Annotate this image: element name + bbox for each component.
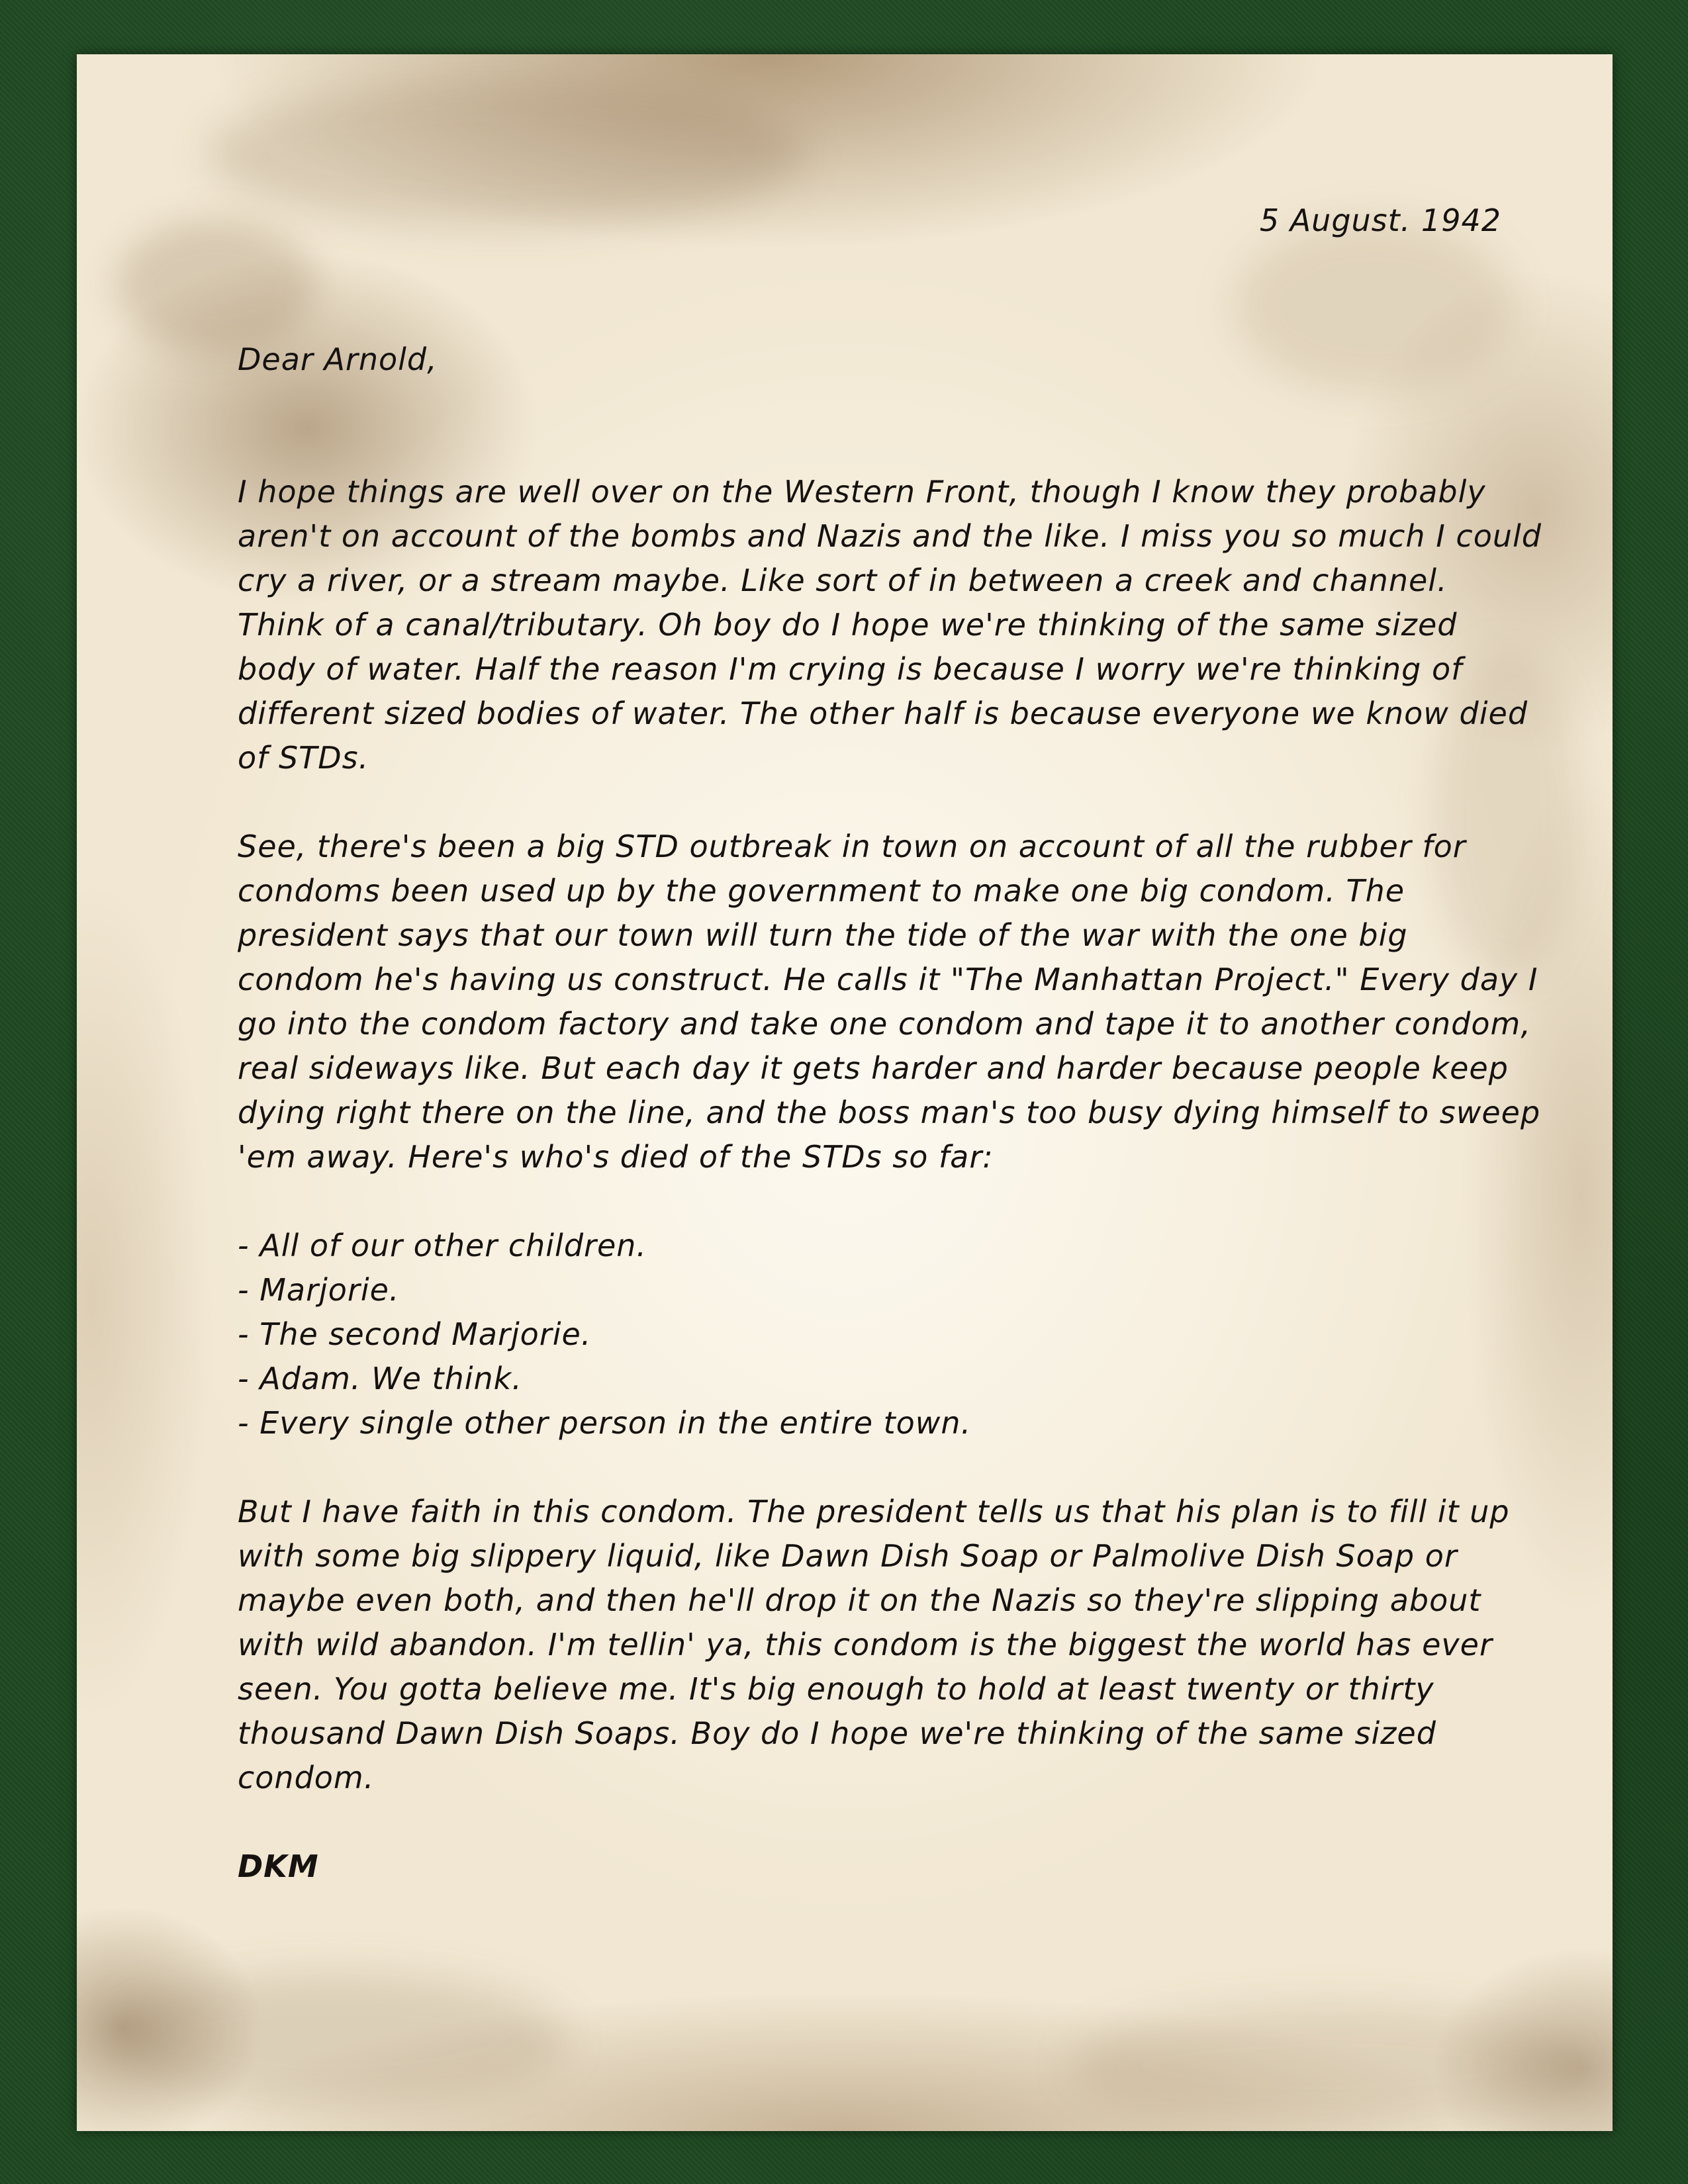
letter-salutation: Dear Arnold, (238, 341, 438, 377)
list-item: - Every single other person in the entire town. (238, 1405, 972, 1441)
letter-body (238, 470, 1542, 1933)
paper-stain (1070, 2007, 1586, 2126)
paper-stain (117, 220, 315, 352)
list-item: - The second Marjorie. (238, 1316, 592, 1352)
list-item: - All of our other children. (238, 1228, 647, 1263)
paragraph-2: See, there's been a big STD outbreak in town on account of all the rubber for condoms been used up by the government to make one big condom. The president says that our town will turn the tide of the war with the one big condom he's having us construct. He calls it "The Manhattan Project." Every day I go into the condom factory and take one condom and tape it to another condom, real sideways like. But each day it gets harder and harder because people keep dying right there on the line, and the boss man's too busy dying himself to sweep 'em away. Here's who's died of the STDs so far: (238, 829, 1541, 1175)
paragraph-3: But I have faith in this condom. The president tells us that his plan is to fill it up with some big slippery liquid, like Dawn Dish Soap or Palmolive Dish Soap or maybe even both, and then he'll drop it on the Nazis so they're slipping about with wild abandon. I'm tellin' ya, this condom is the biggest the world has ever seen. You gotta believe me. It's big enough to hold at least twenty or thirty thousand Dawn Dish Soaps. Boy do I hope we're thinking of the same sized condom. (238, 1494, 1510, 1796)
paper-stain (103, 1974, 567, 2106)
letter-date: 5 August. 1942 (1259, 203, 1501, 238)
paper-stain (209, 81, 805, 226)
paragraph-1: I hope things are well over on the Western Front, though I know they probably aren't on account of the bombs and Nazis and the like. I miss you so much I could cry a river, or a stream maybe. Like sort of in between a creek and channel. Think of a canal/tributary. Oh boy do I hope we're thinking of the same sized body of water. Half the reason I'm crying is because I worry we're thinking of different sized bodies of water. The other half is because everyone we know died of STDs. (238, 474, 1542, 776)
deceased-list (238, 1224, 1542, 1445)
list-item: - Marjorie. (238, 1272, 400, 1308)
list-item: - Adam. We think. (238, 1361, 522, 1396)
paper-stain (1235, 220, 1513, 392)
letter-paper (77, 54, 1613, 2131)
letter-signature: DKM (238, 1848, 319, 1884)
